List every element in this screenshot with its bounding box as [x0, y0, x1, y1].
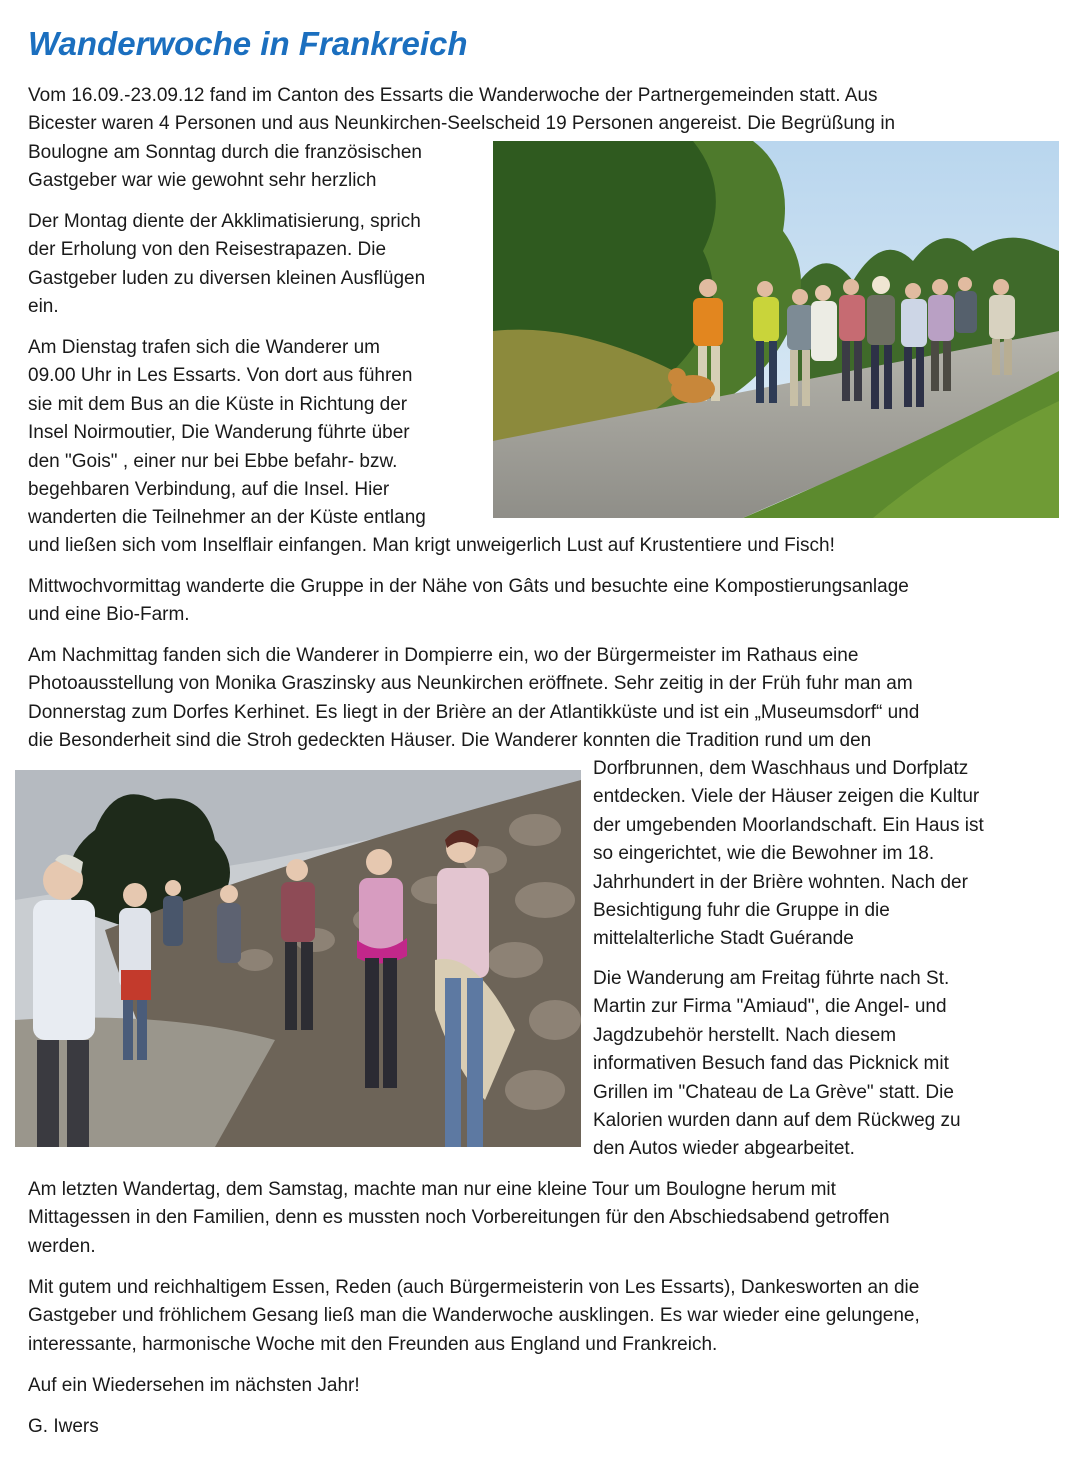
hiking-group-stonewall-photo [15, 770, 581, 1147]
wednesday-paragraph: Mittwochvormittag wanderte die Gruppe in der Nähe von Gâts und besuchte eine Kompostierungsanlage und eine Bio-Farm. [28, 576, 909, 626]
closing-paragraph: Mit gutem und reichhaltigem Essen, Reden (auch Bürgermeisterin von Les Essarts), Dankesworten an die Gastgeber und fröhlichem Gesang ließ man die Wanderwoche ausklingen. Es war wieder eine gelungene, interessante, harmonische Woche mit den Freunden aus England und Frankreich. [28, 1277, 920, 1355]
farewell-paragraph: Auf ein Wiedersehen im nächsten Jahr! [28, 1375, 360, 1396]
tuesday-paragraph-continued: und ließen sich vom Inselflair einfangen. Man krigt unweigerlich Lust auf Krustentiere und Fisch! [28, 535, 835, 556]
monday-paragraph: Der Montag diente der Akklimatisierung, sprich der Erholung von den Reisestrapazen. Die Gastgeber luden zu diversen kleinen Ausflügen ein. [28, 211, 426, 318]
article-title: Wanderwoche in Frankreich [28, 25, 468, 62]
friday-paragraph: Die Wanderung am Freitag führte nach St. Martin zur Firma "Amiaud", die Angel- und Jagdzubehör herstellt. Nach diesem informativen Besuch fand das Picknick mit Grillen im "Chateau de La Grève" statt. Die Kalorien wurden dann auf dem Rückweg zu den Autos wieder abgearbeitet. [593, 968, 961, 1160]
intro-paragraph: Vom 16.09.-23.09.12 fand im Canton des Essarts die Wanderwoche der Partnergemeinden statt. Aus Bicester waren 4 Personen und aus Neunkirchen-Seelscheid 19 Personen angereist. Die Begrüßung in [28, 85, 896, 135]
tuesday-paragraph: Am Dienstag trafen sich die Wanderer um 09.00 Uhr in Les Essarts. Von dort aus führen sie mit dem Bus an die Küste in Richtung der Insel Noirmoutier, Die Wanderung führte über den "Gois" , einer nur bei Ebbe befahr- bzw. begehbaren Verbindung, auf die Insel. Hier wanderten die Teilnehmer an der Küste entlang [28, 337, 426, 529]
afternoon-paragraph-continued: Dorfbrunnen, dem Waschhaus und Dorfplatz entdecken. Viele der Häuser zeigen die Kultur der umgebenden Moorlandschaft. Ein Haus ist so eingerichtet, wie die Bewohner im 18. Jahrhundert in der Brière wohnten. Nach der Besichtigung fuhr die Gruppe in die mittelalterliche Stadt Guérande [593, 758, 984, 950]
saturday-paragraph: Am letzten Wandertag, dem Samstag, machte man nur eine kleine Tour um Boulogne herum mit Mittagessen in den Familien, denn es mussten noch Vorbereitungen für den Abschiedsabend getroffen werden. [28, 1179, 890, 1257]
greeting-paragraph: Boulogne am Sonntag durch die französischen Gastgeber war wie gewohnt sehr herzlich [28, 142, 422, 192]
author-signature: G. Iwers [28, 1416, 99, 1437]
hiking-group-road-photo [493, 141, 1059, 518]
afternoon-paragraph: Am Nachmittag fanden sich die Wanderer in Dompierre ein, wo der Bürgermeister im Rathaus eine Photoausstellung von Monika Graszinsky aus Neunkirchen eröffnete. Sehr zeitig in der Früh fuhr man am Donnerstag zum Dorfes Kerhinet. Es liegt in der Brière an der Atlantikküste und ist ein „Museumsdorf“ und die Besonderheit sind die Stroh gedeckten Häuser. Die Wanderer konnten die Tradition rund um den [28, 645, 920, 752]
